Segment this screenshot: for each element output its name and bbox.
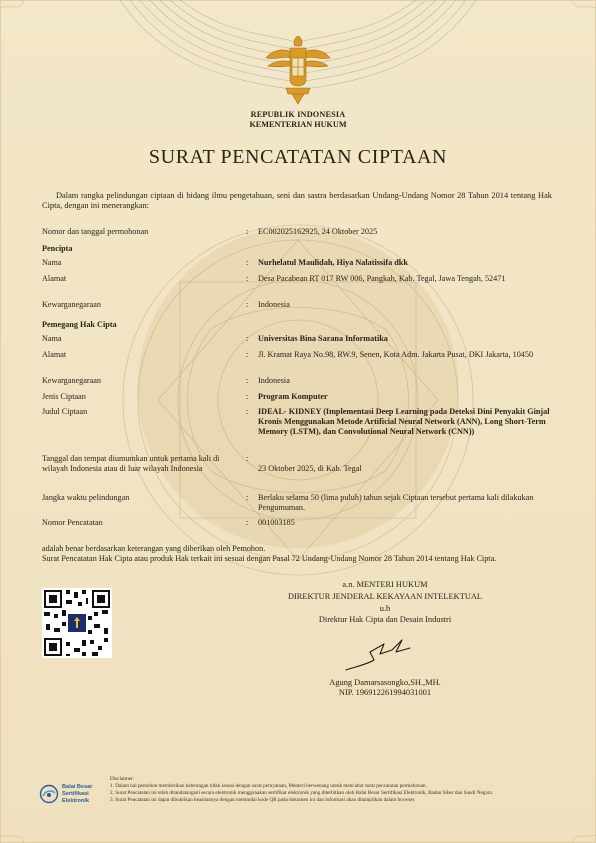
signature-for-minister: a.n. MENTERI HUKUM [342,580,428,589]
garuda-emblem [258,28,338,108]
disclaimer-heading: Disclaimer: [110,776,135,782]
bsre-line2: Sertifikasi [62,791,89,797]
country-name: REPUBLIK INDONESIA [250,110,346,119]
period-value: Berlaku selama 50 (lima puluh) tahun sejak Ciptaan tersebut pertama kali dilakukan Pengumuman. [258,493,534,512]
record-value: 001003185 [258,518,295,527]
holder-nationality-value: Indonesia [258,376,290,385]
work-title-value: IDEAL- KIDNEY (Implementasi Deep Learning pada Deteksi Dini Penyakit Ginjal Kronis Menggunakan Metode Artificial Neural Network (ANN), Long Short-Term Memory (LSTM), dan Convolutional Neural Network (CNN)) [258,407,550,436]
application-value: EC002025162925, 24 Oktober 2025 [258,227,378,236]
creator-heading: Pencipta [42,244,73,253]
creator-nationality-value: Indonesia [258,300,290,309]
document-title: SURAT PENCATATAN CIPTAAN [148,146,448,168]
holder-name-value: Universitas Bina Sarana Informatika [258,334,388,343]
disclaimer [110,776,560,804]
signature-director-general: DIREKTUR JENDERAL KEKAYAAN INTELEKTUAL [287,592,483,601]
creator-name-value: Nurhelatul Maulidah, Hiya Nalatissifa dkk [258,258,408,267]
disclaimer-item: 2. Surat Pencatatan ini telah ditandatangani secara elektronik menggunakan sertifikat elektronik yang diterbitkan oleh Balai Besar Sertifikasi Elektronik, Badan Siber dan Sandi Negara. [110,790,494,796]
bsre-logo-icon [38,784,60,804]
bsre-line3: Elektronik [62,798,90,804]
record-label: Nomor Pencatatan [42,518,103,527]
creator-name-label: Nama [42,258,62,267]
signature-ub: u.b [379,604,391,613]
holder-nationality-label: Kewarganegaraan [42,376,101,385]
creator-address-label: Alamat [42,274,67,283]
legal-basis-statement: Surat Pencatatan Hak Cipta atau produk Hak terkait ini sesuai dengan Pasal 72 Undang-Undang Nomor 28 Tahun 2014 tentang Hak Cipta. [42,554,497,563]
signatory-nip: NIP. 196912261994031001 [338,688,432,697]
announce-label: Tanggal dan tempat diumumkan untuk pertama kali di wilayah Indonesia atau di luar wilayah Indonesia [42,454,220,473]
announce-value: 23 Oktober 2025, di Kab. Tegal [258,464,362,473]
work-type-value: Program Komputer [258,392,328,401]
holder-name-label: Nama [42,334,62,343]
handwritten-signature [340,630,420,678]
qr-code[interactable] [42,588,112,658]
closing-statement: adalah benar berdasarkan keterangan yang diberikan oleh Pemohon. [42,544,266,553]
work-title-label: Judul Ciptaan [42,407,88,416]
holder-heading: Pemegang Hak Cipta [42,320,117,329]
intro-paragraph: Dalam rangka pelindungan ciptaan di bidang ilmu pengetahuan, seni dan sastra berdasarkan Undang-Undang Nomor 28 Tahun 2014 tentang Hak Cipta, dengan ini menerangkan: [42,191,552,210]
creator-address-value: Desa Pacabean RT 017 RW 006, Pangkah, Kab. Tegal, Jawa Tengah, 52471 [258,274,506,283]
signatory-name: Agung Damarsasongko,SH.,MH. [329,678,441,687]
work-type-label: Jenis Ciptaan [42,392,86,401]
ministry-name: KEMENTERIAN HUKUM [249,120,347,129]
disclaimer-item: 3. Surat Pencatatan ini dapat dibuktikan keasliannya dengan memindai kode QR pada dokumen ini dan informasi akan ditampilkan dalam browser. [110,797,416,803]
holder-address-label: Alamat [42,350,67,359]
creator-nationality-label: Kewarganegaraan [42,300,101,309]
certificate-page: REPUBLIK INDONESIA KEMENTERIAN HUKUM SURAT PENCATATAN CIPTAAN Dalam rangka pelindungan ciptaan di bidang ilmu pengetahuan, seni dan sastra berdasarkan Undang-Undang Nomor 28 Tahun 2014 tentang Hak Cipta, dengan ini menerangkan: Nomor dan tanggal permohonan : EC002025162925, 24 Oktober 2025 Pencipta Nama : Nurhelatul Maulidah, Hiya Nalatissifa dkk Alamat : Desa Pacabean RT 017 RW 006, Pangkah, Kab. Tegal, Jawa Tengah, 52471 Kewarganegaraan : Indonesia Pemegang Hak Cipta Nama : Universitas Bina Sarana Informatika Alamat : Jl. Kramat Raya No.98, RW.9, Senen, Kota Adm. Jakarta Pusat, DKI Jakarta, 10450 Kewarganegaraan : Indonesia Jenis Ciptaan : Program Komputer Judul Ciptaan : IDEAL- KIDNEY (Implementasi Deep Learning pada Deteksi Dini Penyakit Ginjal Kronis Menggunakan Metode Artificial Neural Network (ANN), Long Short-Term Memory (LSTM), dan Convolutional Neural Network (CNN)) Tanggal dan tempat diumumkan untuk pertama kali di wilayah Indonesia atau di luar wilayah Indonesia : 23 Oktober 2025, di Kab. Tegal Jangka waktu pelindungan : Berlaku selama 50 (lima puluh) tahun sejak Ciptaan tersebut pertama kali dilakukan Pengumuman. Nomor Pencatatan : 001003185 adalah benar berdasarkan keterangan yang diberikan oleh Pemohon. Surat Pencatatan Hak Cipta atau produk Hak terkait ini sesuai dengan Pasal 72 Undang-Undang Nomor 28 Tahun 2014 tentang Hak Cipta. a.n. MENTERI HUKUM DIREKTUR JENDERAL KEKAYAAN INTELEKTUAL u.b Direktur Hak Cipta dan Desain Industri Agung Damarsasongko,SH.,MH. NIP. 196912261994031001 Balai Besar Sertifikasi Elektronik Disclaimer: 1. Dalam hal pemohon memberikan keterangan tidak sesuai dengan surat pernyataan, Menteri berwenang untuk mencabut surat pencatatan permohonan. 2. Surat Pencatatan ini telah ditandatangani secara elektronik menggunakan sertifikat elektronik yang diterbitkan oleh Balai Besar Sertifikasi Elektronik, Badan Siber dan Sandi Negara. 3. Surat Pencatatan ini dapat dibuktikan keasliannya dengan memindai kode QR pada dokumen ini dan informasi akan ditampilkan dalam browser. [0,0,596,843]
application-label: Nomor dan tanggal permohonan [42,227,149,236]
bsre-line1: Balai Besar [62,784,93,790]
signature-director: Direktur Hak Cipta dan Desain Industri [318,615,452,624]
holder-address-value: Jl. Kramat Raya No.98, RW.9, Senen, Kota Adm. Jakarta Pusat, DKI Jakarta, 10450 [258,350,534,359]
period-label: Jangka waktu pelindungan [42,493,130,502]
disclaimer-item: 1. Dalam hal pemohon memberikan keterangan tidak sesuai dengan surat pernyataan, Menteri berwenang untuk mencabut surat pencatatan permohonan. [110,783,427,789]
